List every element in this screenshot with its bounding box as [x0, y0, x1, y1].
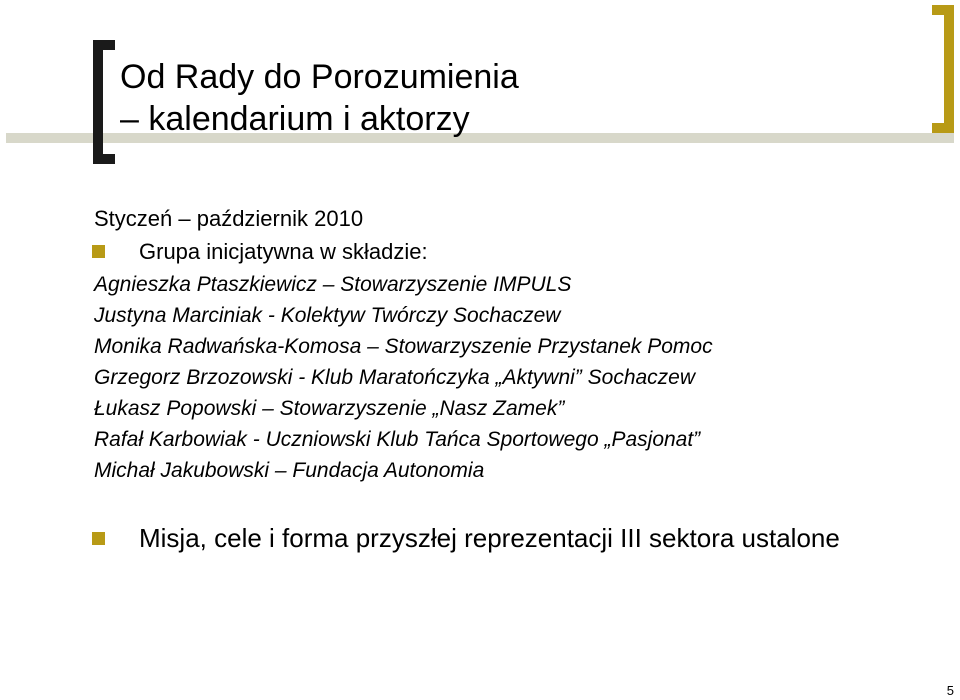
- list-item: Justyna Marciniak - Kolektyw Twórczy Sochaczew: [94, 304, 561, 327]
- slide-title-line-2: – kalendarium i aktorzy: [120, 100, 470, 138]
- list-item: Rafał Karbowiak - Uczniowski Klub Tańca Sportowego „Pasjonat”: [94, 428, 701, 451]
- list-item: Michał Jakubowski – Fundacja Autonomia: [94, 459, 485, 482]
- bullet-text: Grupa inicjatywna w składzie:: [139, 239, 428, 264]
- right-bracket-decoration: [932, 5, 954, 133]
- list-item: Monika Radwańska-Komosa – Stowarzyszenie Przystanek Pomoc: [94, 335, 713, 358]
- slide-title-line-1: Od Rady do Porozumienia: [120, 58, 519, 96]
- period-heading: Styczeń – październik 2010: [94, 206, 364, 231]
- bullet-item-group: [92, 238, 428, 266]
- member-list: [94, 269, 713, 486]
- slide-title: [120, 56, 519, 140]
- page-number: 5: [946, 683, 954, 698]
- square-bullet-icon: [92, 245, 105, 258]
- left-bracket-decoration: [93, 40, 115, 164]
- list-item: Łukasz Popowski – Stowarzyszenie „Nasz Zamek”: [94, 397, 565, 420]
- list-item: Agnieszka Ptaszkiewicz – Stowarzyszenie IMPULS: [94, 273, 572, 296]
- bullet-text: Misja, cele i forma przyszłej reprezentacji III sektora ustalone: [139, 523, 840, 553]
- list-item: Grzegorz Brzozowski - Klub Maratończyka „Aktywni” Sochaczew: [94, 366, 696, 389]
- square-bullet-icon: [92, 532, 105, 545]
- bullet-item-mission: [92, 521, 840, 555]
